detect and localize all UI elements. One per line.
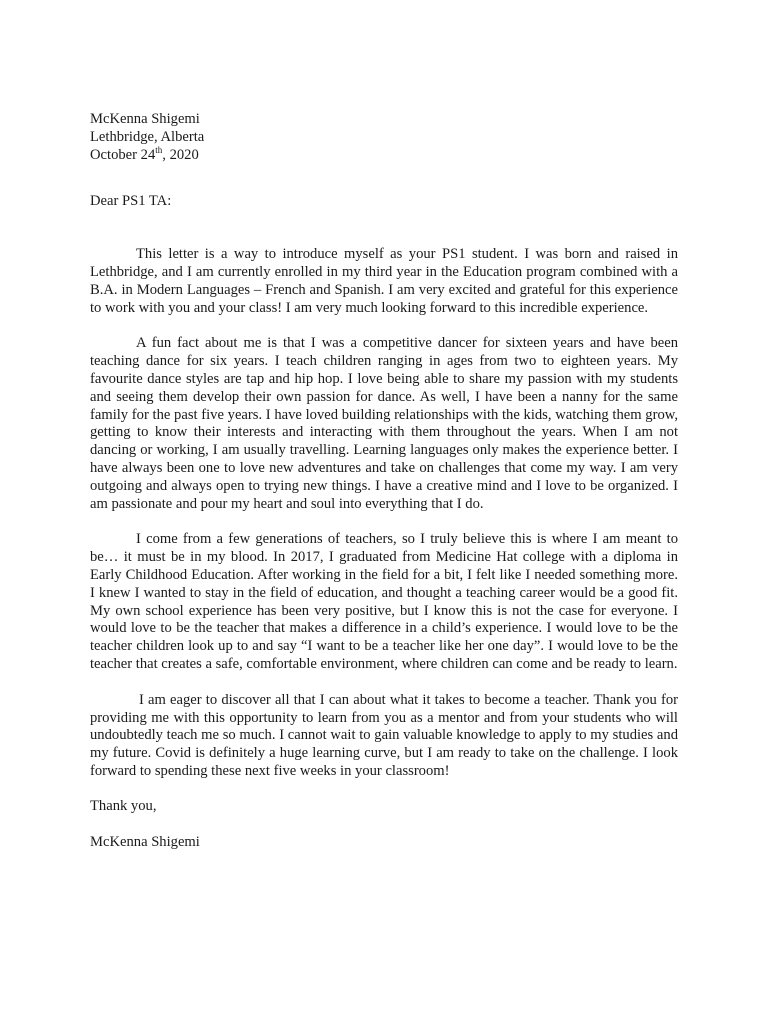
sender-location: Lethbridge, Alberta — [90, 128, 205, 145]
sender-block — [90, 111, 678, 164]
body-paragraph-2: A fun fact about me is that I was a competitive dancer for sixteen years and have been teaching dance for six years. I teach children ranging in ages from two to eighteen years. My favourite dance styles are tap and hip hop. I love being able to share my passion with my students and seeing them develop their own passion for dance. As well, I have been a nanny for the same family for the past five years. I have loved building relationships with the kids, watching them grow, getting to know their interests and interacting with them throughout the years. When I am not dancing or working, I am usually travelling. Learning languages only makes the experience better. I have always been one to love new adventures and take on challenges that come my way. I am very outgoing and always open to trying new things. I have a creative mind and I love to be organized. I am passionate and pour my heart and soul into everything that I do. — [90, 335, 678, 512]
date-year: , 2020 — [162, 146, 199, 163]
letter-date — [90, 144, 678, 165]
body-paragraph-3: I come from a few generations of teachers, so I truly believe this is where I am meant to be… it must be in my blood. In 2017, I graduated from Medicine Hat college with a diploma in Early Childhood Education. After working in the field for a bit, I felt like I needed something more. I knew I wanted to stay in the field of education, and thought a teaching career would be a good fit. My own school experience has been very positive, but I know this is not the case for everyone. I would love to be the teacher that makes a difference in a child’s experience. I would love to be the teacher children look up to and say “I want to be a teacher like her one day”. I would love to be the teacher that creates a safe, comfortable environment, where children can come and be ready to learn. — [90, 531, 678, 672]
body-paragraph-1: This letter is a way to introduce myself as your PS1 student. I was born and raised in Lethbridge, and I am currently enrolled in my third year in the Education program combined with a B.A. in Modern Languages – French and Spanish. I am very excited and grateful for this experience to work with you and your class! I am very much looking forward to this incredible experience. — [90, 246, 678, 316]
sender-name: McKenna Shigemi — [90, 111, 200, 127]
closing: Thank you, — [90, 797, 157, 814]
date-month-day: October 24 — [90, 146, 156, 163]
salutation: Dear PS1 TA: — [90, 193, 172, 210]
body-paragraph-4: I am eager to discover all that I can about what it takes to become a teacher. Thank you for providing me with this opportunity to learn from you as a mentor and from your students who will undoubtedly teach me so much. I cannot wait to gain valuable knowledge to apply to my studies and my future. Covid is definitely a huge learning curve, but I am ready to take on the challenge. I look forward to spending these next five weeks in your classroom! — [90, 691, 678, 779]
letter-page — [90, 111, 678, 851]
date-ordinal-suffix: th — [155, 144, 163, 155]
signature: McKenna Shigemi — [90, 833, 200, 850]
